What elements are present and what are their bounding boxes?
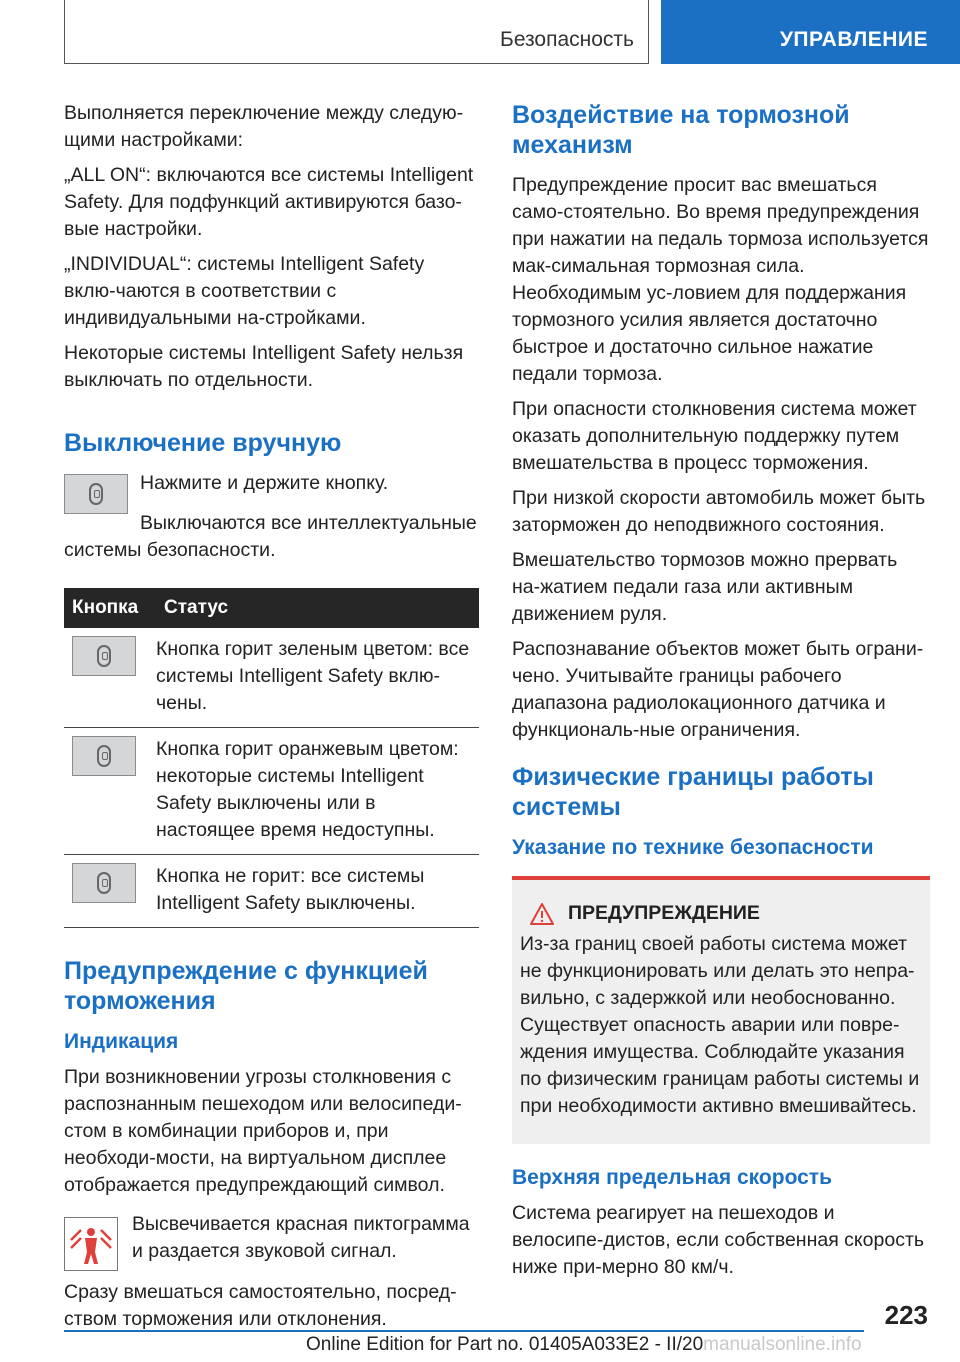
paragraph: Некоторые системы Intelligent Safety нельзя выключать по отдельности. <box>64 342 464 391</box>
heading-manual-off: Выключение вручную <box>64 429 342 457</box>
header-chapter-tab <box>661 0 960 64</box>
right-column <box>512 100 930 1289</box>
pedestrian-warning-instruction <box>64 1211 479 1271</box>
paragraph: Вмешательство тормозов можно прервать на-жатием педали газа или активным движением руля. <box>512 549 898 625</box>
table-cell: Кнопка горит зеленым цветом: все системы Intelligent Safety вклю-чены. <box>156 628 479 728</box>
paragraph: Высвечивается красная пиктограмма и раздается звуковой сигнал. <box>132 1213 470 1262</box>
paragraph: При опасности столкновения система может оказать дополнительную поддержку путем вмешательства в процесс торможения. <box>512 398 917 474</box>
paragraph: Распознавание объектов может быть ограни-чено. Учитывайте границы рабочего диапазона радиолокационного датчика и функциональ-ные ограничения. <box>512 638 924 741</box>
paragraph: Нажмите и держите кнопку. <box>140 472 389 494</box>
footer-divider <box>64 1330 864 1332</box>
paragraph: „INDIVIDUAL“: системы Intelligent Safety вклю-чаются в соответствии с индивидуальными на-стройками. <box>64 253 425 329</box>
pedestrian-warning-icon <box>64 1217 118 1271</box>
paragraph: Предупреждение просит вас вмешаться само-стоятельно. Во время предупреждения при нажатии на педаль тормоза используется мак-симальная тормозная сила. Необходимым ус-ловием для поддержания тормозного усилия является достаточно быстрое и достаточно сильное нажатие педали тормоза. <box>512 174 929 385</box>
paragraph: Система реагирует на пешеходов и велосипе-дистов, если собственная скорость ниже при-мерно 80 км/ч. <box>512 1202 925 1278</box>
paragraph: Выключаются все интеллектуальные системы безопасности. <box>64 512 477 561</box>
safety-button-off-icon <box>72 863 136 903</box>
heading-brake-warning: Предупреждение с функцией торможения <box>64 957 428 1015</box>
safety-button-orange-icon <box>72 736 136 776</box>
paragraph: „ALL ON“: включаются все системы Intelligent Safety. Для подфункций активируются базо-вые настройки. <box>64 164 474 240</box>
table-cell: Кнопка не горит: все системы Intelligent Safety выключены. <box>156 855 479 928</box>
paragraph: Сразу вмешаться самостоятельно, посред-ством торможения или отклонения. <box>64 1281 457 1330</box>
heading-brake-action: Воздействие на тормозной механизм <box>512 101 850 159</box>
heading-safety-note: Указание по технике безопасности <box>512 836 874 859</box>
table-row <box>64 728 479 855</box>
header-section-box <box>64 0 649 64</box>
warning-title-row <box>520 902 922 925</box>
table-row <box>64 855 479 928</box>
footer-edition <box>306 1334 862 1356</box>
heading-indication: Индикация <box>64 1030 179 1053</box>
manual-off-instruction <box>64 470 479 510</box>
table-row <box>64 628 479 728</box>
button-status-table <box>64 588 479 928</box>
heading-physical-limits: Физические границы работы системы <box>512 763 874 821</box>
warning-box <box>512 876 930 1144</box>
header-section-title: Безопасность <box>500 28 634 51</box>
table-header-status: Статус <box>156 588 479 628</box>
table-header-button: Кнопка <box>64 588 156 628</box>
paragraph: При возникновении угрозы столкновения с распознанным пешеходом или велосипеди-стом в комбинации приборов и, при необходи-мости, на виртуальном дисплее отображается предупреждающий символ. <box>64 1066 462 1196</box>
heading-speed-limit: Верхняя предельная скорость <box>512 1166 832 1189</box>
footer-edition-text: Online Edition for Part no. 01405A033E2 - II/20 <box>306 1334 704 1355</box>
page-number: 223 <box>884 1300 928 1330</box>
warning-title: ПРЕДУПРЕЖДЕНИЕ <box>568 902 760 924</box>
safety-button-green-icon <box>72 636 136 676</box>
left-column <box>64 100 479 1341</box>
footer-watermark: manualsonline.info <box>703 1334 862 1355</box>
paragraph: При низкой скорости автомобиль может быть заторможен до неподвижного состояния. <box>512 487 926 536</box>
header-chapter-title: УПРАВЛЕНИЕ <box>779 28 928 51</box>
safety-button-icon <box>64 474 128 514</box>
warning-triangle-icon <box>530 903 554 925</box>
warning-text: Из-за границ своей работы система может не функционировать или делать это непра-вильно, с задержкой или необоснованно. Существует опасность аварии или повре-ждения имущества. Соблюдайте указания по физическим границам работы системы и при необходимости активно вмешивайтесь. <box>520 933 920 1117</box>
paragraph: Выполняется переключение между следую-щими настройками: <box>64 102 464 151</box>
table-cell: Кнопка горит оранжевым цветом: некоторые системы Intelligent Safety выключены или в настоящее время недоступны. <box>156 728 479 855</box>
